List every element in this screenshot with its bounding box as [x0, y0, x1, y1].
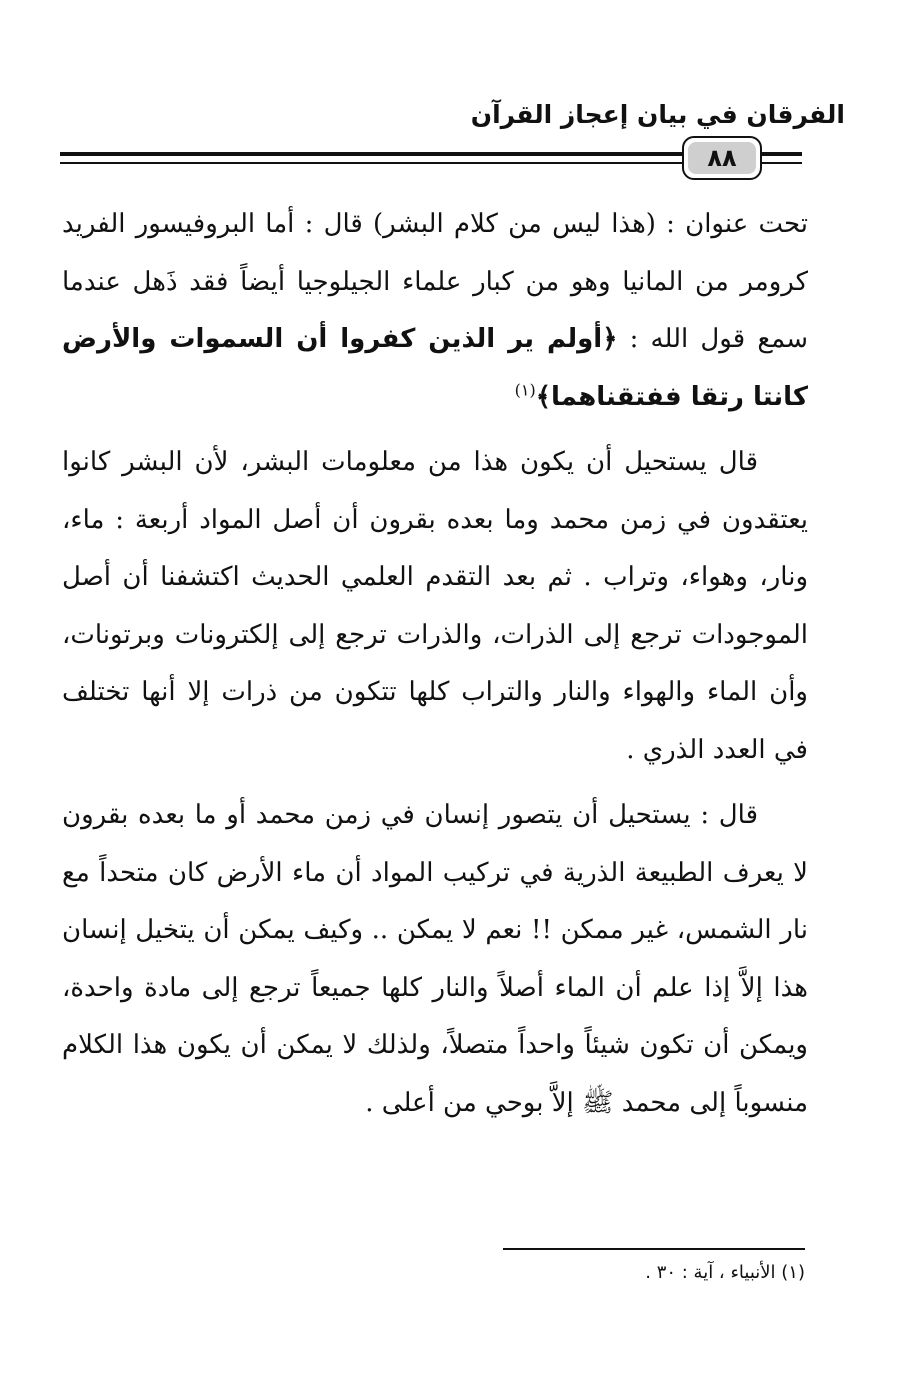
footnote-ref: (١)	[514, 379, 536, 399]
quran-quote: ﴿أولم ير الذين كفروا أن السموات والأرض كانتا رتقا ففتقناهما﴾	[62, 324, 808, 412]
footnote: (١) الأنبياء ، آية : ٣٠ .	[645, 1262, 805, 1283]
footnote-rule	[503, 1248, 805, 1250]
body-text	[62, 196, 808, 1132]
page-number: ٨٨	[688, 142, 756, 174]
page-number-box	[682, 136, 762, 180]
paragraph-1	[62, 196, 808, 426]
book-title: الفرقان في بيان إعجاز القرآن	[470, 100, 845, 129]
paragraph-2: قال يستحيل أن يكون هذا من معلومات البشر، لأن البشر كانوا يعتقدون في زمن محمد وما بعده بقرون أن أصل المواد أربعة : ماء، ونار، وهواء، وتراب . ثم بعد التقدم العلمي الحديث اكتشفنا أن أصل الموجودات ترجع إلى الذرات، والذرات ترجع إلى إلكترونات وبرتونات، وأن الماء والهواء والنار والتراب كلها تتكون من ذرات إلا أنها تختلف في العدد الذري .	[62, 447, 808, 765]
paragraph-3: قال : يستحيل أن يتصور إنسان في زمن محمد أو ما بعده بقرون لا يعرف الطبيعة الذرية في تركيب المواد أن ماء الأرض كان متحداً مع نار الشمس، غير ممكن !! نعم لا يمكن .. وكيف يمكن أن يتخيل إنسان هذا إلاَّ إذا علم أن الماء أصلاً والنار كلها جميعاً ترجع إلى مادة واحدة، ويمكن أن تكون شيئاً واحداً متصلاً، ولذلك لا يمكن أن يكون هذا الكلام منسوباً إلى محمد ﷺ إلاَّ بوحي من أعلى .	[62, 800, 808, 1118]
paragraph-1-intro: تحت عنوان : (هذا ليس من كلام البشر) قال : أما البروفيسور الفريد كرومر من المانيا وهو من كبار علماء الجيلوجيا أيضاً فقد ذَهل عندما سمع قول الله :	[62, 209, 808, 354]
